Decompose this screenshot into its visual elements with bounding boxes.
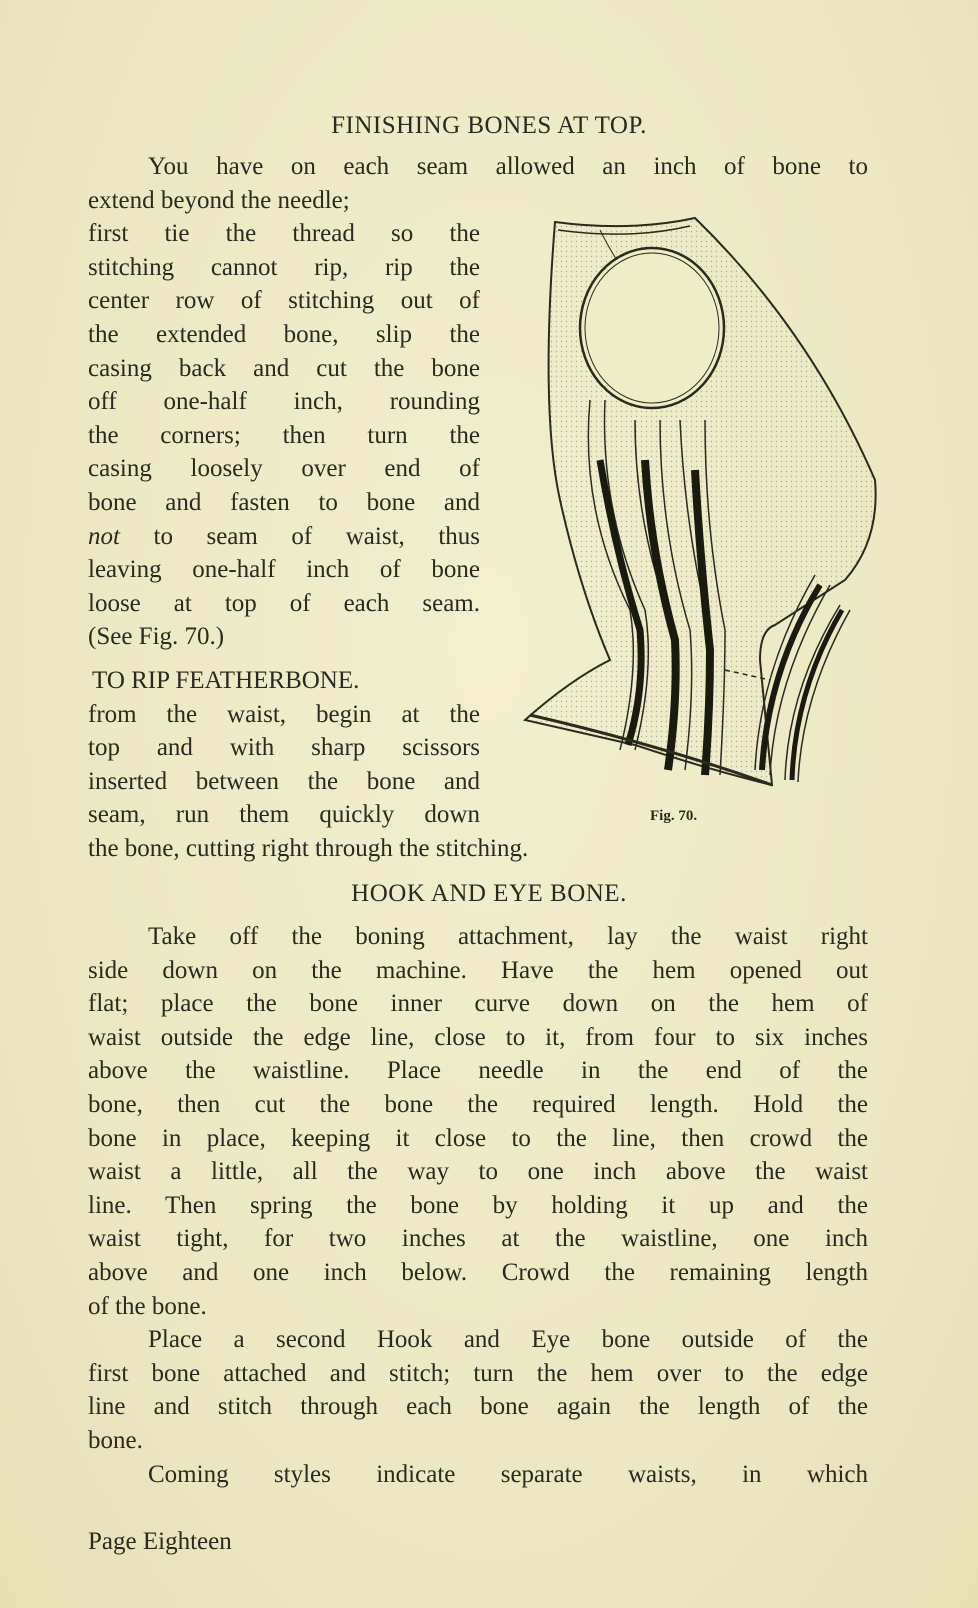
- text-line: Take off the boning attachment, lay the waist right: [148, 923, 868, 950]
- text-line: Place a second Hook and Eye bone outside of the: [148, 1326, 868, 1354]
- text-line: from the waist, begin at the: [88, 700, 480, 728]
- section-heading-finishing-bones: FINISHING BONES AT TOP.: [331, 112, 647, 139]
- paragraph-rip-featherbone-end: [88, 832, 868, 866]
- text-line: first tie the thread so the: [88, 220, 480, 248]
- figure-caption: Fig. 70.: [650, 808, 698, 824]
- text-line: Coming styles indicate separate waists, in which: [148, 1460, 868, 1488]
- figure-70-illustration: [510, 210, 890, 810]
- text-line: above and one inch below. Crowd the remaining length: [88, 1258, 868, 1286]
- text-line: loose at top of each seam.: [88, 589, 480, 617]
- text-line: casing back and cut the bone: [88, 354, 480, 382]
- text-line: the bone, cutting right through the stitching.: [88, 835, 529, 862]
- text-line: (See Fig. 70.): [88, 623, 225, 651]
- text-line: above the waistline. Place needle in the end of the: [88, 1057, 868, 1085]
- text-line: first bone attached and stitch; turn the hem over to the edge: [88, 1359, 868, 1387]
- text-line: extend beyond the needle;: [88, 186, 350, 214]
- section-heading-hook-and-eye-bone: HOOK AND EYE BONE.: [351, 880, 627, 907]
- paragraph-finishing-bones: [88, 184, 480, 654]
- text-line: waist outside the edge line, close to it, from four to six inches: [88, 1023, 868, 1051]
- text-fragment: to seam of waist, thus: [119, 522, 480, 550]
- text-line: center row of stitching out of: [88, 287, 480, 315]
- paragraph-finishing-bones-first-line: [88, 150, 868, 184]
- text-line: of the bone.: [88, 1292, 207, 1320]
- emphasis-text: not: [88, 522, 120, 550]
- text-line: bone.: [88, 1426, 143, 1454]
- text-line: waist a little, all the way to one inch above the waist: [88, 1158, 868, 1186]
- text-line: waist tight, for two inches at the waistline, one inch: [88, 1225, 868, 1253]
- text-line: off one-half inch, rounding: [88, 388, 480, 416]
- text-line: the extended bone, slip the: [88, 320, 480, 348]
- heading-text: TO RIP FEATHERBONE.: [92, 667, 360, 694]
- text-line: bone and fasten to bone and: [88, 488, 480, 516]
- text-line: inserted between the bone and: [88, 767, 480, 795]
- paragraph-hook-and-eye-bone: [88, 920, 868, 1491]
- text-line: casing loosely over end of: [88, 455, 480, 483]
- paragraph-rip-featherbone: [88, 698, 480, 832]
- text-line: flat; place the bone inner curve down on the hem of: [88, 990, 868, 1018]
- text-line: You have on each seam allowed an inch of bone to: [148, 153, 868, 180]
- text-line: stitching cannot rip, rip the: [88, 253, 480, 281]
- text-line: side down on the machine. Have the hem opened out: [88, 956, 868, 984]
- text-line: seam, run them quickly down: [88, 801, 480, 829]
- text-line: the corners; then turn the: [88, 421, 480, 449]
- section-heading-rip-featherbone: [92, 664, 480, 698]
- text-line: bone in place, keeping it close to the line, then crowd the: [88, 1124, 868, 1152]
- text-line: bone, then cut the bone the required length. Hold the: [88, 1090, 868, 1118]
- page-number-footer: Page Eighteen: [88, 1528, 232, 1555]
- text-line: line and stitch through each bone again the length of the: [88, 1393, 868, 1421]
- text-line: leaving one-half inch of bone: [88, 556, 480, 584]
- text-line: top and with sharp scissors: [88, 734, 480, 762]
- text-line: [88, 520, 480, 554]
- text-line: line. Then spring the bone by holding it up and the: [88, 1191, 868, 1219]
